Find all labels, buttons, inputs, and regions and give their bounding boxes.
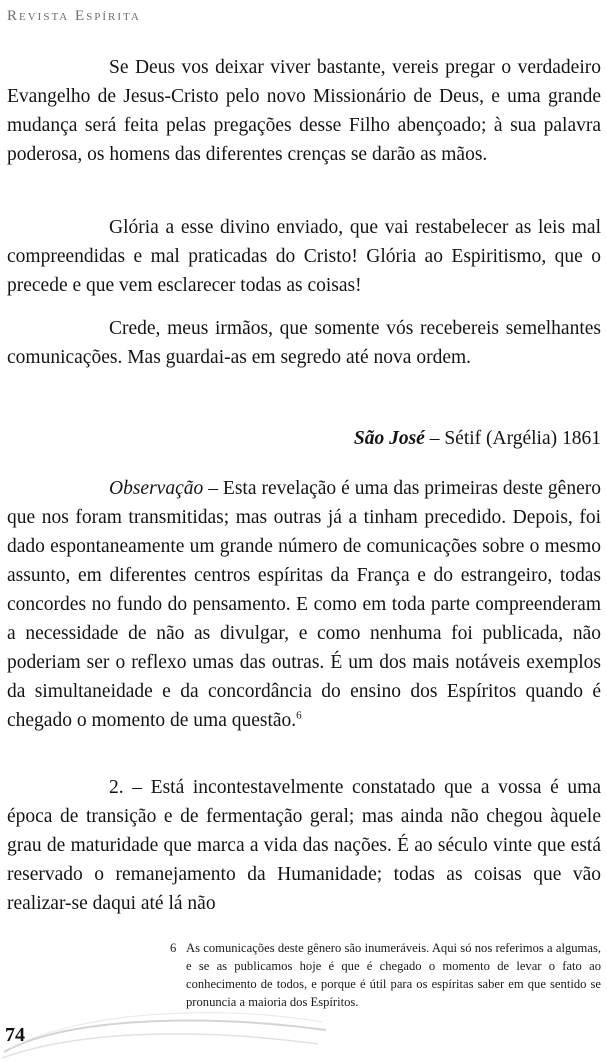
observation-label: Observação [109, 478, 204, 499]
signature-name: São José [353, 428, 425, 449]
signature-line [7, 424, 601, 453]
footnote-number: 6 [170, 941, 177, 955]
paragraph-2: Glória a esse divino enviado, que vai restabelecer as leis mal compreendidas e mal praticadas do Cristo! Glória ao Espiritismo, que o precede e que vem esclarecer todas as coisas! [7, 217, 601, 296]
section-2-paragraph: 2. – Está incontestavelmente constatado que a vossa é uma época de transição e de fermentação geral; mas ainda não chegou àquele grau de maturidade que marca a vida das nações. É ao século vinte que está reservado o remanejamento da Humanidade; todas as coisas que vão realizar-se daqui até lá não [7, 777, 601, 914]
paragraph-3: Crede, meus irmãos, que somente vós recebereis semelhantes comunicações. Mas guardai-as em segredo até nova ordem. [7, 318, 601, 368]
page-number: 74 [5, 1024, 25, 1046]
observation-text: – Esta revelação é uma das primeiras deste gênero que nos foram transmitidas; mas outras já a tinham precedido. Depois, foi dado espontaneamente um grande número de comunicações sobre o mesmo assunto, em diferentes centros espíritas da França e do estrangeiro, todas concordes no fundo do pensamento. E como em toda parte compreenderam a necessidade de não as divulgar, e como nenhuma foi publicada, não poderiam ser o reflexo umas das outras. É um dos mais notáveis exemplos da simultaneidade e da concordância do ensino dos Espíritos quando é chegado o momento de uma questão. [7, 478, 601, 731]
decorative-swoosh-icon [0, 1000, 330, 1062]
signature-dash: – [424, 428, 445, 449]
footnote-reference[interactable]: 6 [296, 709, 302, 722]
footnote-text: As comunicações deste gênero são inumeráveis. Aqui só nos referimos a algumas, e se as publicamos hoje é que é chegado o momento de levar o fato ao conhecimento de todos, e porque é útil para os espíritas saber em que sentido se pronuncia a maioria dos Espíritos. [186, 941, 601, 1009]
running-head: Revista Espírita [7, 8, 141, 24]
paragraph-1: Se Deus vos deixar viver bastante, vereis pregar o verdadeiro Evangelho de Jesus-Cristo pelo novo Missionário de Deus, e uma grande mudança será feita pelas pregações desse Filho abençoado; à sua palavra poderosa, os homens das diferentes crenças se darão as mãos. [7, 57, 601, 165]
observation-paragraph [7, 474, 601, 735]
signature-place-date: Sétif (Argélia) 1861 [444, 428, 601, 449]
